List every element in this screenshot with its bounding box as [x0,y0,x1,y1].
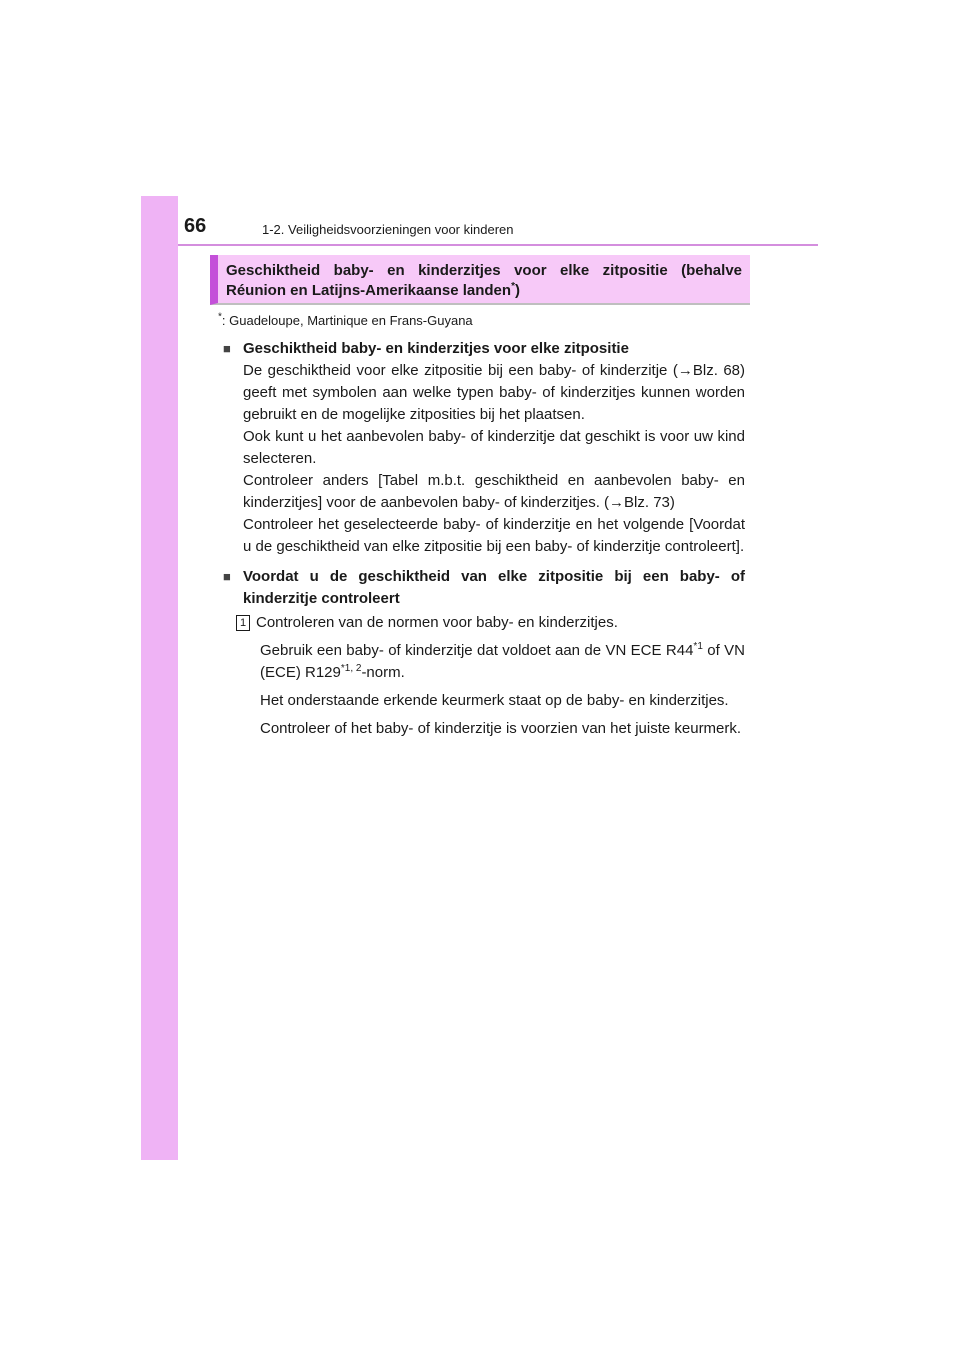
footnote-marker: * [511,281,515,292]
topic-title-line1: Geschiktheid baby- en kinderzitjes voor elke zitpositie (behalve [226,262,742,279]
paragraph: Gebruik een baby- of kinderzitje dat voldoet aan de VN ECE R44$^{*1}$ of VN (ECE) R129$^{*1, 2}$-norm. [260,641,745,681]
step-item [223,612,745,634]
paragraph: Controleer het geselecteerde baby- of kinderzitje en het volgende [Voordat u de geschiktheid van elke zitpositie bij een baby- of kinderzitje controleert]. [243,516,745,555]
paragraph: Controleer of het baby- of kinderzitje is voorzien van het juiste keurmerk. [260,720,742,737]
section-title: 1-2. Veiligheidsvoorzieningen voor kinderen [262,222,514,237]
topic-box [210,255,750,305]
page-number: 66 [184,215,207,237]
header-divider [178,244,818,246]
footnote: *: Guadeloupe, Martinique en Frans-Guyana [218,311,473,328]
paragraph: Controleer anders [Tabel m.b.t. geschiktheid en aanbevolen baby- en kinderzitjes] voor de aanbevolen baby- of kinderzitjes. (→Blz. 73) [243,472,745,511]
footnote-marker: * [218,311,222,323]
subsection-heading: ■ Voordat u de geschiktheid van elke zitpositie bij een baby- of kinderzitje controleert [223,566,745,610]
step-number-badge: 1 [236,615,250,631]
square-bullet-icon: ■ [223,569,231,584]
subsection-heading: ■ Geschiktheid baby- en kinderzitjes voor elke zitpositie [223,338,745,360]
main-content [223,338,745,740]
paragraph: De geschiktheid voor elke zitpositie bij een baby- of kinderzitje (→Blz. 68) geeft met symbolen aan welke typen baby- of kinderzitjes kunnen worden gebruikt en de mogelijke zitposities bij het plaatsen. [243,362,745,423]
square-bullet-icon: ■ [223,341,231,356]
paragraph: Ook kunt u het aanbevolen baby- of kinderzitje dat geschikt is voor uw kind selecteren. [243,428,745,467]
topic-title-line2: Réunion en Latijns-Amerikaanse landen*) [226,281,520,299]
chapter-sidebar [141,196,178,1160]
step-text: Controleren van de normen voor baby- en kinderzitjes. [256,614,618,631]
paragraph: Het onderstaande erkende keurmerk staat op de baby- en kinderzitjes. [260,692,729,709]
